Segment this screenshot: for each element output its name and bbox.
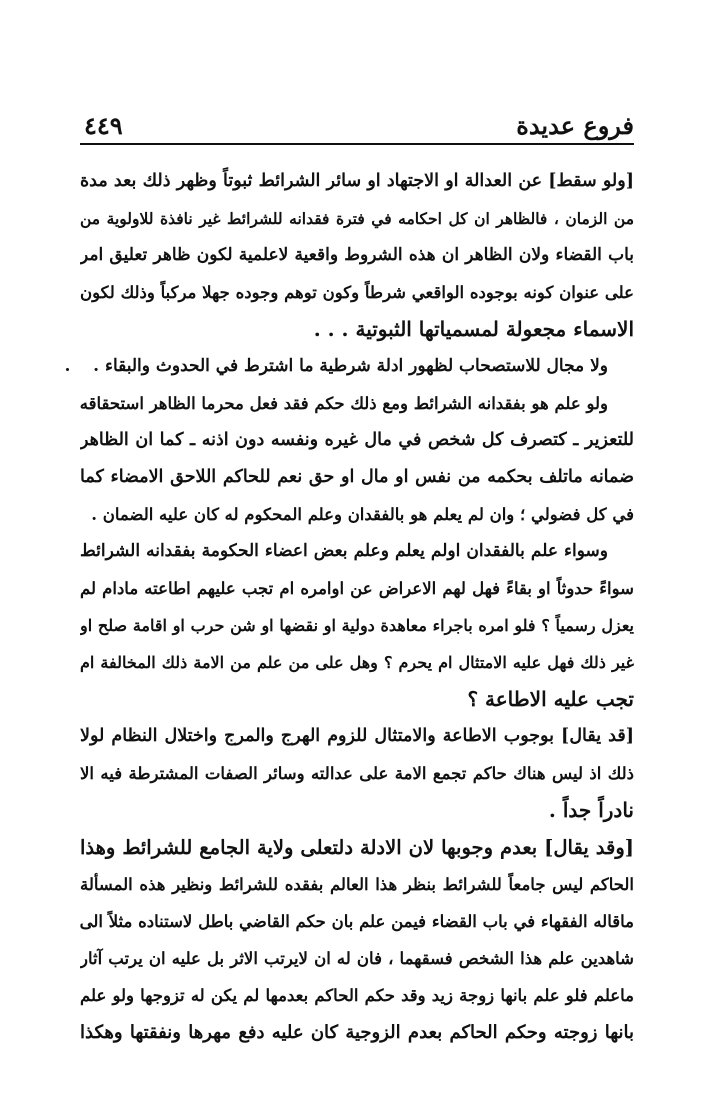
- text-line: تجب عليه الاطاعة ؟: [467, 687, 634, 711]
- text-line: من الزمان ، فالظاهر ان كل احكامه في فترة فقدانه للشرائط غير نافذة للاولوية من: [80, 209, 634, 228]
- margin-dot: [66, 368, 69, 371]
- text-line: ماعلم فلو علم بانها زوجة زيد وقد حكم الحاكم بعدمها لم يكن له تزوجها ولو علم: [80, 986, 634, 1005]
- page-header: [84, 100, 634, 140]
- text-line: ماقاله الفقهاء في باب القضاء فيمن علم بان حكم القاضي باطل لاستناده مثلاً الى: [80, 912, 634, 931]
- text-line: يعزل رسمياً ؟ فلو امره باجراء معاهدة دولية او نقضها او شن حرب او اقامة صلح او: [80, 616, 634, 635]
- text-line: غير ذلك فهل عليه الامتثال ام يحرم ؟ وهل على من علم من الامة ذلك المخالفة ام: [80, 653, 634, 672]
- text-line: للتعزير ـ كتصرف كل شخص في مال غيره ونفسه دون اذنه ـ كما ان الظاهر: [80, 430, 634, 450]
- text-line: بانها زوجته وحكم الحاكم بعدم الزوجية كان عليه دفع مهرها ونفقتها وهكذا: [80, 1022, 634, 1043]
- text-line: ولو علم هو بفقدانه الشرائط ومع ذلك حكم فقد فعل محرما الظاهر استحقاقه: [80, 394, 608, 413]
- text-line: الحاكم ليس جامعاً للشرائط بنظر هذا العالم بفقده للشرائط ونظير هذه المسألة: [80, 875, 634, 894]
- text-line: باب القضاء ولان الظاهر ان هذه الشروط واقعية لاعلمية لكون ظاهر تعليق امر: [80, 245, 634, 265]
- text-line: ذلك اذ ليس هناك حاكم تجمع الامة على عدالته وسائر الصفات المشترطة فيه الا: [80, 764, 634, 783]
- text-line: [وقد يقال] بعدم وجوبها لان الادلة دلتعلى ولاية الجامع للشرائط وهذا: [80, 836, 634, 859]
- text-line: سواءً حدوثاً او بقاءً فهل لهم الاعراض عن اوامره ام تجب عليهم اطاعته مادام لم: [80, 579, 634, 598]
- text-line: [ولو سقط] عن العدالة او الاجتهاد او سائر الشرائط ثبوتاً وظهر ذلك بعد مدة: [80, 171, 634, 191]
- body-text: [80, 163, 634, 1051]
- text-line: [قد يقال] بوجوب الاطاعة والامتثال للزوم الهرج والمرج واختلال النظام لولا: [80, 726, 634, 746]
- text-line: ضمانه ماتلف بحكمه من نفس او مال او حق نعم للحاكم اللاحق الامضاء كما: [80, 467, 634, 487]
- header-divider: [80, 143, 634, 145]
- text-line: شاهدين علم هذا الشخص فسقهما ، فان له ان لايرتب الاثر بل عليه ان يرتب آثار: [80, 949, 634, 968]
- text-line: ولا مجال للاستصحاب لظهور ادلة شرطية ما اشترط في الحدوث والبقاء .: [93, 356, 608, 376]
- page-number: ٤٤٩: [84, 111, 123, 140]
- text-line: في كل فضولي ؛ وان لم يعلم هو بالفقدان وعلم المحكوم له كان عليه الضمان .: [91, 505, 634, 524]
- text-line: نادراً جداً .: [548, 798, 634, 822]
- text-line: على عنوان كونه بوجوده الواقعي شرطاً وكون توهم وجوده جهلا مركباً وذلك لكون: [80, 283, 634, 302]
- chapter-title: فروع عديدة: [516, 111, 634, 140]
- text-line: الاسماء مجعولة لمسمياتها الثبوتية . . .: [313, 317, 634, 341]
- text-line: وسواء علم بالفقدان اولم يعلم وعلم بعض اعضاء الحكومة بفقدانه الشرائط: [80, 541, 608, 561]
